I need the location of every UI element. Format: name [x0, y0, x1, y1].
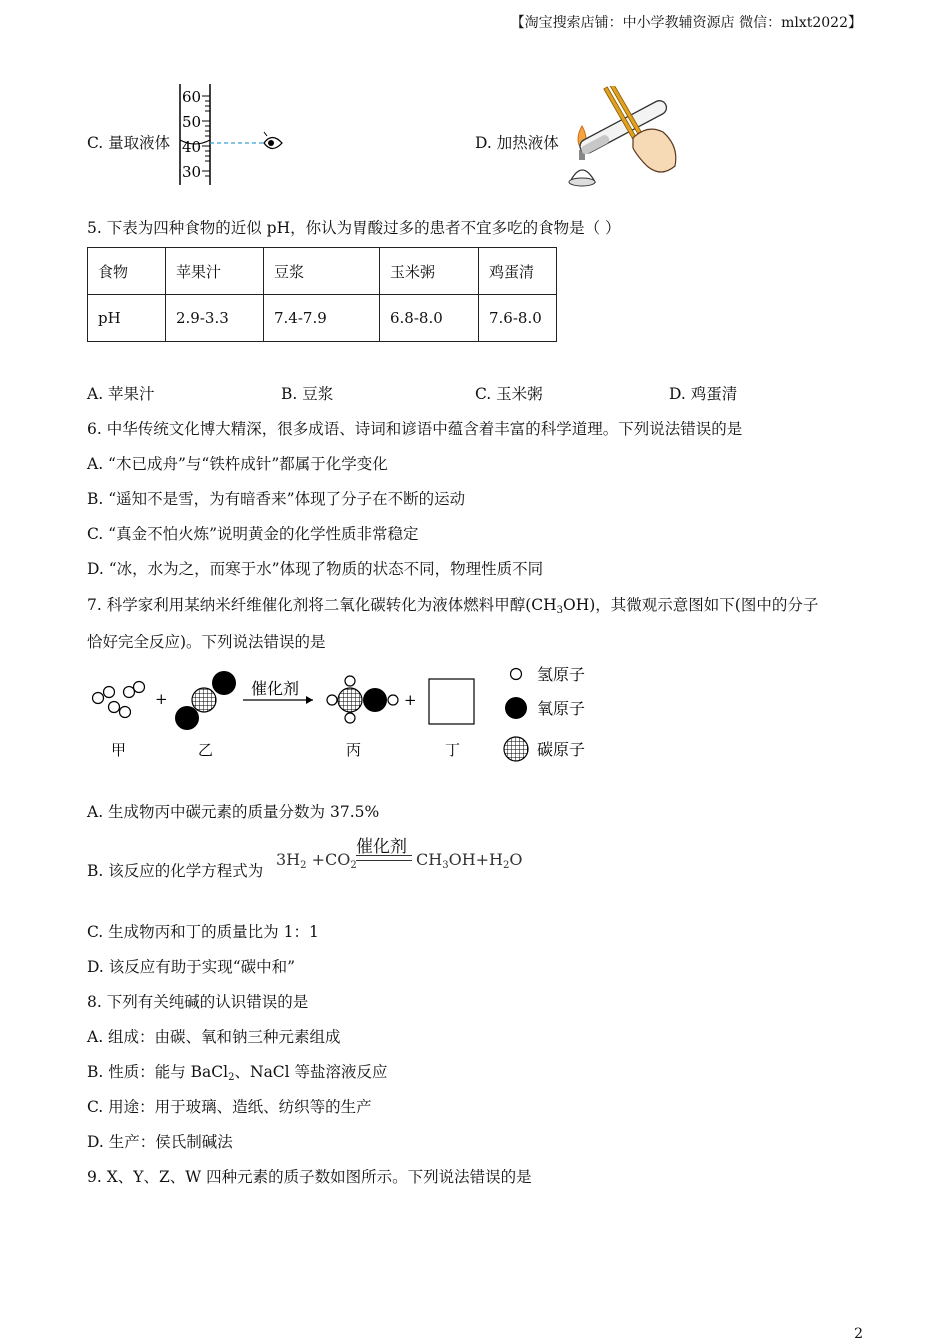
q8-option-d: D. 生产：侯氏制碱法 [87, 1133, 233, 1151]
svg-text:碳原子: 碳原子 [537, 740, 586, 759]
q9-stem: 9. X、Y、Z、W 四种元素的质子数如图所示。下列说法错误的是 [87, 1168, 532, 1186]
q8-option-b: B. 性质：能与 BaCl$_2$、NaCl 等盐溶液反应 [87, 1063, 388, 1083]
q6-option-d: D. “冰，水为之，而寒于水”体现了物质的状态不同，物理性质不同 [87, 560, 544, 578]
q7-stem-line2: 恰好完全反应)。下列说法错误的是 [87, 633, 326, 651]
svg-text:丙: 丙 [346, 741, 362, 759]
eye-icon [264, 132, 282, 149]
q6-option-a: A. “木已成舟”与“铁杵成针”都属于化学变化 [87, 455, 388, 473]
table-cell: 7.6-8.0 [479, 295, 557, 342]
page-number: 2 [854, 1326, 863, 1342]
svg-text:甲: 甲 [111, 741, 127, 759]
q7-option-d: D. 该反应有助于实现“碳中和” [87, 958, 296, 976]
table-cell: 6.8-8.0 [380, 295, 479, 342]
q4-option-d-label: D. 加热液体 [475, 134, 559, 152]
table-cell: 鸡蛋清 [479, 248, 557, 295]
page-header: 【淘宝搜索店铺：中小学教辅资源店 微信：mlxt2022】 [510, 15, 862, 31]
q5-option-d: D. 鸡蛋清 [669, 385, 738, 403]
q5-option-b: B. 豆浆 [281, 385, 334, 403]
q5-option-c: C. 玉米粥 [475, 385, 543, 403]
q7-option-c: C. 生成物丙和丁的质量比为 1：1 [87, 923, 319, 941]
cylinder-tick-30: 30 [182, 163, 202, 181]
equation-catalyst: 催化剂 [356, 837, 407, 857]
q6-stem: 6. 中华传统文化博大精深，很多成语、诗词和谚语中蕴含着丰富的科学道理。下列说法错误的是 [87, 420, 743, 438]
reaction-micro-diagram [87, 665, 607, 770]
svg-text:氢原子: 氢原子 [537, 665, 586, 684]
q4-option-c-label: C. 量取液体 [87, 134, 171, 152]
table-cell: 苹果汁 [166, 248, 264, 295]
cylinder-tick-40: 40 [182, 138, 202, 156]
q8-option-a: A. 组成：由碳、氧和钠三种元素组成 [87, 1028, 341, 1046]
heating-liquid-figure [565, 86, 683, 190]
table-cell: 豆浆 [264, 248, 380, 295]
q5-stem: 5. 下表为四种食物的近似 pH，你认为胃酸过多的患者不宜多吃的食物是（ ） [87, 219, 621, 237]
q5-option-a: A. 苹果汁 [87, 385, 155, 403]
graduated-cylinder-figure [174, 82, 294, 190]
q6-option-c: C. “真金不怕火炼”说明黄金的化学性质非常稳定 [87, 525, 419, 543]
table-row [88, 295, 557, 342]
table-cell: pH [88, 295, 166, 342]
q7-option-b: B. 该反应的化学方程式为 [87, 862, 264, 880]
svg-text:丁: 丁 [445, 741, 461, 759]
svg-text:催化剂: 催化剂 [251, 679, 300, 698]
ph-table [87, 247, 557, 342]
chemical-equation: 催化剂 $3H_2 +CO_2$ $CH_3OH+H_2O$ [276, 832, 536, 876]
q8-stem: 8. 下列有关纯碱的认识错误的是 [87, 993, 309, 1011]
q6-option-b: B. “遥知不是雪，为有暗香来”体现了分子在不断的运动 [87, 490, 466, 508]
equation-equals-sign [356, 855, 412, 861]
svg-text:乙: 乙 [198, 741, 214, 759]
cylinder-tick-50: 50 [182, 113, 202, 131]
svg-text:氧原子: 氧原子 [537, 699, 586, 718]
table-cell: 7.4-7.9 [264, 295, 380, 342]
q7-option-a: A. 生成物丙中碳元素的质量分数为 37.5% [87, 803, 380, 821]
q8-option-c: C. 用途：用于玻璃、造纸、纺织等的生产 [87, 1098, 372, 1116]
table-row [88, 248, 557, 295]
cylinder-tick-60: 60 [182, 88, 202, 106]
table-cell: 食物 [88, 248, 166, 295]
table-cell: 玉米粥 [380, 248, 479, 295]
svg-text:+: + [404, 691, 417, 709]
svg-text:+: + [155, 690, 168, 708]
table-cell: 2.9-3.3 [166, 295, 264, 342]
q7-stem-line1: 7. 科学家利用某纳米纤维催化剂将二氧化碳转化为液体燃料甲醇$(CH_3OH)$，其微观示意图如下(图中的分子 [87, 596, 819, 616]
